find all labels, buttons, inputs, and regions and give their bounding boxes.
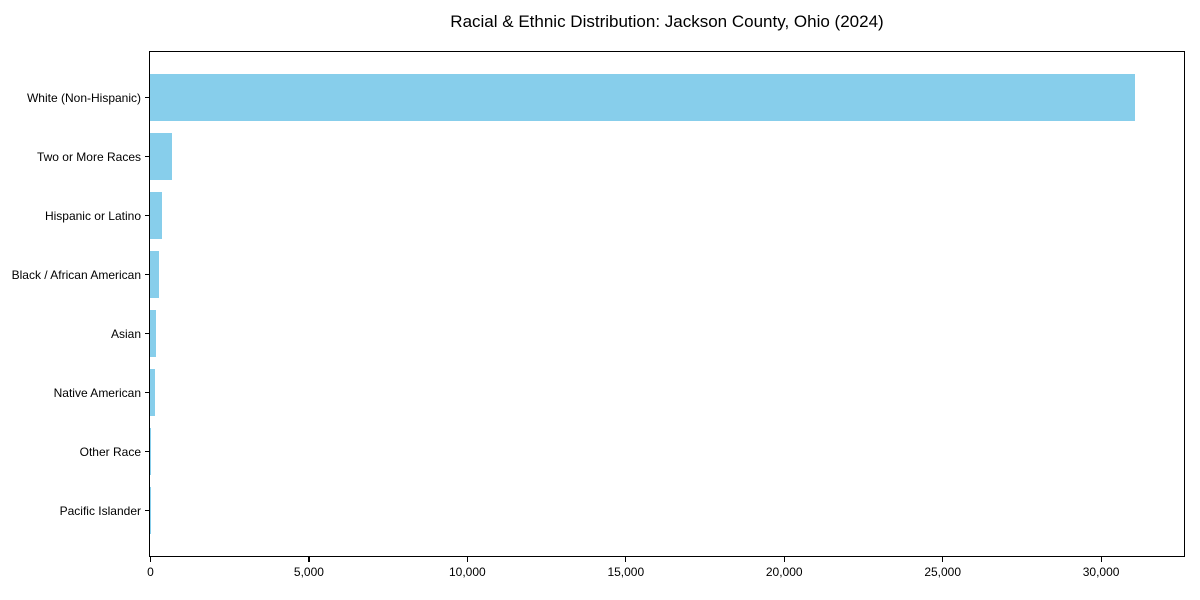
x-tick-mark [625,557,626,562]
x-tick-label: 5,000 [293,565,324,579]
y-tick-label: Pacific Islander [59,503,141,518]
y-tick-label: Black / African American [11,267,141,282]
plot-area [149,51,1185,557]
x-tick-mark [942,557,943,562]
y-tick-label: Hispanic or Latino [44,208,141,223]
y-tick-label: Asian [110,326,141,341]
x-tick-label: 15,000 [607,565,645,579]
y-tick-mark [145,510,149,511]
bar [150,310,156,357]
bar [150,133,172,180]
bar [150,428,151,475]
y-tick-mark [145,274,149,275]
y-tick-mark [145,333,149,334]
bar [150,251,159,298]
chart-title: Racial & Ethnic Distribution: Jackson County, Ohio (2024) [450,12,884,31]
x-tick-mark [467,557,468,562]
bar [150,74,1135,121]
x-tick-label: 10,000 [449,565,486,579]
y-tick-mark [145,97,149,98]
x-tick-label: 30,000 [1082,565,1120,579]
y-tick-label: Native American [53,385,141,400]
y-tick-mark [145,156,149,157]
x-tick-label: 25,000 [924,565,962,579]
x-tick-mark [308,557,309,562]
y-tick-mark [145,392,149,393]
y-tick-mark [145,215,149,216]
y-tick-label: Two or More Races [36,149,141,164]
x-tick-mark [150,557,151,562]
bar [150,192,162,239]
y-tick-label: White (Non-Hispanic) [26,90,141,105]
y-tick-label: Other Race [79,444,141,459]
x-tick-mark [784,557,785,562]
x-tick-mark [1101,557,1102,562]
bar [150,369,155,416]
x-tick-label: 0 [147,565,154,579]
x-tick-label: 20,000 [765,565,803,579]
y-tick-mark [145,451,149,452]
